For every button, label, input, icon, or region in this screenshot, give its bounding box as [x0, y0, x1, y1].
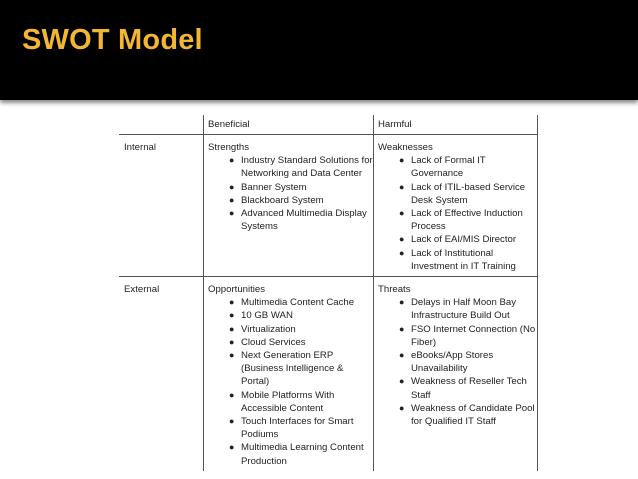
bullet-icon: ●	[229, 194, 235, 205]
bullet-icon: ●	[229, 297, 235, 308]
list-item: ● Delays in Half Moon Bay Infrastructure Build Out	[399, 297, 517, 322]
list-item: ● Lack of Effective Induction Process	[399, 208, 523, 233]
row-label-internal: Internal	[124, 142, 156, 153]
bullet-icon: ●	[399, 323, 405, 334]
bullet-icon: ●	[399, 208, 405, 219]
list-item: ● Industry Standard Solutions for Networking and Data Center	[229, 155, 373, 180]
threats-heading: Threats	[378, 284, 411, 295]
bullet-icon: ●	[229, 155, 235, 166]
grid-line	[537, 115, 538, 471]
list-item: ● Multimedia Learning Content Production	[229, 442, 364, 467]
list-item: ● Touch Interfaces for Smart Podiums	[229, 416, 354, 441]
bullet-icon: ●	[229, 350, 235, 361]
bullet-icon: ●	[229, 389, 235, 400]
column-header-beneficial: Beneficial	[208, 119, 250, 130]
list-item: ● Banner System	[229, 181, 307, 193]
list-item: ● Lack of ITIL-based Service Desk System	[399, 181, 526, 206]
list-item: ● Advanced Multimedia Display Systems	[229, 208, 367, 233]
list-item: ● FSO Internet Connection (No Fiber)	[399, 323, 536, 348]
list-item: ● Lack of Formal IT Governance	[399, 155, 486, 180]
list-item: ● Mobile Platforms With Accessible Content	[229, 389, 335, 414]
list-item: ● Next Generation ERP (Business Intelligence & Portal)	[229, 350, 344, 388]
list-item: ● Lack of EAI/MIS Director	[399, 234, 517, 246]
bullet-icon: ●	[399, 155, 405, 166]
column-header-harmful: Harmful	[378, 119, 412, 130]
strengths-cell	[203, 138, 373, 233]
list-item: ● Lack of Institutional Investment in IT Training	[399, 247, 516, 272]
bullet-icon: ●	[229, 208, 235, 219]
bullet-icon: ●	[399, 402, 405, 413]
grid-line	[119, 134, 538, 135]
bullet-icon: ●	[229, 336, 235, 347]
threats-list	[378, 296, 537, 428]
strengths-list	[208, 154, 373, 233]
weaknesses-cell	[373, 138, 537, 273]
row-label-external: External	[124, 284, 160, 295]
bullet-icon: ●	[399, 350, 405, 361]
threats-cell	[373, 280, 537, 428]
weaknesses-list	[378, 154, 537, 273]
bullet-icon: ●	[399, 247, 405, 258]
list-item: ● Cloud Services	[229, 336, 306, 348]
bullet-icon: ●	[399, 181, 405, 192]
opportunities-list	[208, 296, 373, 468]
swot-table	[119, 115, 539, 471]
bullet-icon: ●	[229, 310, 235, 321]
bullet-icon: ●	[399, 234, 405, 245]
list-item: ● Virtualization	[229, 323, 296, 335]
bullet-icon: ●	[229, 181, 235, 192]
bullet-icon: ●	[229, 416, 235, 427]
list-item: ● 10 GB WAN	[229, 310, 293, 322]
opportunities-heading: Opportunities	[208, 284, 266, 295]
bullet-icon: ●	[399, 297, 405, 308]
list-item: ● Blackboard System	[229, 194, 324, 206]
slide-title: SWOT Model	[22, 24, 203, 56]
weaknesses-heading: Weaknesses	[378, 142, 433, 153]
list-item: ● Multimedia Content Cache	[229, 297, 355, 309]
list-item: ● Weakness of Reseller Tech Staff	[399, 376, 527, 401]
list-item: ● eBooks/App Stores Unavailability	[399, 350, 494, 375]
bullet-icon: ●	[399, 376, 405, 387]
strengths-heading: Strengths	[208, 142, 250, 153]
title-bar	[0, 0, 638, 100]
bullet-icon: ●	[229, 323, 235, 334]
list-item: ● Weakness of Candidate Pool for Qualified IT Staff	[399, 402, 535, 428]
bullet-icon: ●	[229, 442, 235, 453]
grid-line	[119, 276, 538, 277]
opportunities-cell	[203, 280, 373, 468]
